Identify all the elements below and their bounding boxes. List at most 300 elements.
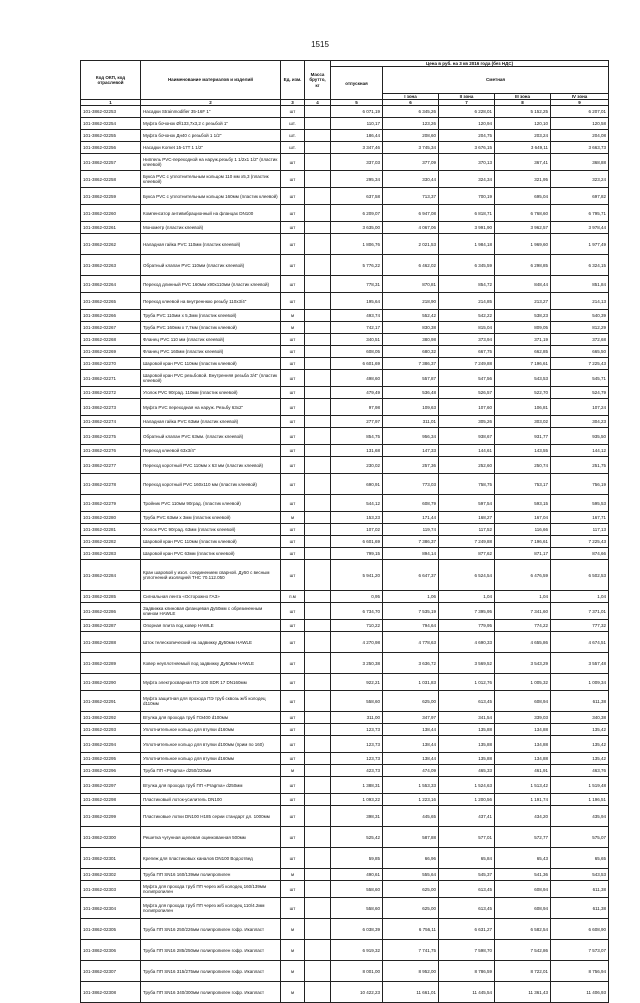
row-price-zone-2: 1 200,56 [439,794,495,806]
row-price-zone-1: 713,37 [383,188,439,205]
row-price-zone-4: 214,13 [551,293,609,310]
row-mass [305,358,331,370]
row-price-release: 107,02 [331,524,383,536]
row-code: 101-3862-02272 [81,387,141,399]
row-mass [305,982,331,1003]
row-name: Крепеж для пластиковых каналов DN100 Водоотвед [141,848,281,869]
row-mass [305,106,331,118]
column-number-1: 1 [81,100,141,106]
header-mass: Масса брутто, кг [305,61,331,100]
row-unit: шт [281,346,305,358]
row-name: Пластиковый лоток-усилитель DN100 [141,794,281,806]
row-price-zone-2: 144,61 [439,445,495,457]
row-mass [305,154,331,171]
row-price-release: 110,17 [331,118,383,130]
row-price-zone-3: 931,77 [495,428,551,445]
row-price-zone-2: 117,52 [439,524,495,536]
row-price-zone-3: 608,94 [495,691,551,712]
row-price-release: 558,60 [331,881,383,898]
table-row [81,399,609,416]
row-price-zone-2: 597,54 [439,495,495,512]
row-name: Букса PVC с уплотнительным кольцом 110 мм x5,3 (пластик клеевой) [141,171,281,188]
column-number-9: 9 [551,100,609,106]
row-name: Шаровой кран PVC 110мм (пластик клеевой) [141,536,281,548]
row-price-zone-4: 167,71 [551,512,609,524]
row-unit: шт [281,794,305,806]
row-price-zone-1: 445,65 [383,806,439,827]
row-mass [305,293,331,310]
row-code: 101-3862-02286 [81,603,141,620]
row-name: Насадки Strainmodifier 35-16F 1" [141,106,281,118]
row-price-zone-4: 851,84 [551,276,609,293]
row-price-zone-1: 4 067,06 [383,222,439,234]
row-name: Шаровой кран PVC резьбовой. Внутренняя резьба 3/4" (пластик клеевой) [141,370,281,387]
row-price-zone-4: 107,24 [551,399,609,416]
table-row [81,674,609,691]
row-price-zone-3: 7 196,61 [495,536,551,548]
price-table [80,60,609,1003]
row-name: Труба ПП SN16 250/226мм полипропилен гофр. Икапласт [141,919,281,940]
row-price-zone-3: 367,41 [495,154,551,171]
row-price-zone-2: 3 569,52 [439,653,495,674]
row-price-zone-4: 1 009,34 [551,674,609,691]
row-mass [305,310,331,322]
row-price-zone-1: 7 741,75 [383,940,439,961]
row-mass [305,712,331,724]
row-mass [305,724,331,736]
row-price-zone-4: 611,38 [551,691,609,712]
row-price-zone-4: 3 557,48 [551,653,609,674]
row-price-zone-1: 7 386,37 [383,358,439,370]
row-price-zone-1: 552,42 [383,310,439,322]
row-price-zone-4: 7 225,43 [551,536,609,548]
row-name: Муфта бочонок Ø/133,7x3,2 с резьбой 1" [141,118,281,130]
row-price-zone-2: 6 631,27 [439,919,495,940]
row-price-zone-2: 370,13 [439,154,495,171]
row-name: Переход клеевой 63x3/4" [141,445,281,457]
row-price-zone-4: 7 371,01 [551,603,609,620]
row-unit: шт. [281,118,305,130]
row-price-zone-4: 524,79 [551,387,609,399]
row-price-release: 5 941,20 [331,560,383,591]
row-price-zone-2: 758,75 [439,474,495,495]
table-row [81,512,609,524]
row-name: Труба PVC 160мм x 7,7мм (пластик клеевой) [141,322,281,334]
row-mass [305,334,331,346]
row-price-release: 544,12 [331,495,383,512]
row-code: 101-3862-02284 [81,560,141,591]
table-row [81,310,609,322]
row-code: 101-3862-02259 [81,188,141,205]
row-code: 101-3862-02261 [81,222,141,234]
row-mass [305,428,331,445]
row-price-zone-4: 463,76 [551,765,609,777]
column-number-6: 6 [383,100,439,106]
row-mass [305,118,331,130]
row-price-zone-1: 625,00 [383,691,439,712]
row-name: Решетка чугунная щелевая оцинкованная 500мм [141,827,281,848]
row-price-zone-2: 214,85 [439,293,495,310]
row-price-zone-4: 6 795,71 [551,205,609,222]
row-code: 101-3862-02255 [81,130,141,142]
row-name: Монометр (пластик клеевой) [141,222,281,234]
table-row [81,387,609,399]
row-price-release: 5 776,22 [331,255,383,276]
row-price-zone-1: 347,97 [383,712,439,724]
row-name: Уплотнительное кольцо для втулки d100мм (прим по 160) [141,736,281,753]
row-mass [305,322,331,334]
row-price-zone-1: 377,09 [383,154,439,171]
row-mass [305,736,331,753]
row-unit: м [281,322,305,334]
table-row [81,591,609,603]
row-price-zone-1: 6 947,08 [383,205,439,222]
row-price-zone-3: 203,24 [495,130,551,142]
row-price-zone-2: 526,57 [439,387,495,399]
row-price-zone-1: 257,36 [383,457,439,474]
row-price-zone-3: 3 543,29 [495,653,551,674]
row-price-release: 778,31 [331,276,383,293]
row-name: Труба ПП SN16 315/275мм полипропилен гофр. Икапласт [141,961,281,982]
row-name: Уголок PVC 90град. 63мм (пластик клеевой) [141,524,281,536]
row-mass [305,130,331,142]
row-unit: шт [281,691,305,712]
row-price-zone-3: 134,88 [495,753,551,765]
row-price-release: 8 001,00 [331,961,383,982]
row-price-zone-1: 1 031,83 [383,674,439,691]
row-price-zone-2: 1 524,63 [439,777,495,794]
row-code: 101-3862-02260 [81,205,141,222]
row-price-zone-4: 144,12 [551,445,609,457]
row-price-zone-1: 6 756,11 [383,919,439,940]
table-row [81,898,609,919]
row-price-zone-1: 830,38 [383,322,439,334]
row-price-zone-3: 608,94 [495,898,551,919]
row-price-zone-4: 812,29 [551,322,609,334]
row-price-zone-1: 147,33 [383,445,439,457]
row-name: Шток телескопический на задвижку Ду50мм HAWLE [141,632,281,653]
row-mass [305,495,331,512]
row-price-zone-2: 542,22 [439,310,495,322]
row-price-zone-4: 117,13 [551,524,609,536]
row-unit: м [281,961,305,982]
row-mass [305,691,331,712]
row-unit: шт [281,495,305,512]
table-row [81,794,609,806]
row-price-zone-3: 608,94 [495,881,551,898]
row-price-zone-2: 877,62 [439,548,495,560]
row-price-zone-3: 134,88 [495,724,551,736]
row-code: 101-3862-02270 [81,358,141,370]
header-code: Код ОКП, код отраслевой [81,61,141,100]
row-unit: м [281,919,305,940]
row-price-zone-1: 773,03 [383,474,439,495]
table-row [81,445,609,457]
row-unit: шт [281,416,305,428]
row-price-zone-3: 871,17 [495,548,551,560]
row-mass [305,234,331,255]
header-price-title: Цена в руб. на 3 кв 2016 года (без НДС) [331,61,609,67]
header-smetnaya: Сметная [383,67,609,93]
row-mass [305,346,331,358]
row-mass [305,142,331,154]
row-unit: шт [281,205,305,222]
row-price-zone-1: 218,90 [383,293,439,310]
row-unit: шт [281,428,305,445]
row-price-zone-4: 595,53 [551,495,609,512]
row-price-zone-3: 6 582,54 [495,919,551,940]
table-row [81,428,609,445]
row-mass [305,848,331,869]
row-mass [305,255,331,276]
row-code: 101-3862-02298 [81,794,141,806]
column-number-7: 7 [439,100,495,106]
row-price-release: 6 038,39 [331,919,383,940]
row-unit: шт [281,632,305,653]
row-code: 101-3862-02268 [81,334,141,346]
row-price-zone-3: 120,10 [495,118,551,130]
table-row [81,881,609,898]
row-price-release: 311,00 [331,712,383,724]
row-price-zone-3: 6 768,60 [495,205,551,222]
table-row [81,118,609,130]
row-price-zone-3: 1 005,32 [495,674,551,691]
row-mass [305,869,331,881]
table-row [81,869,609,881]
row-name: Шаровой кран PVC 63мм (пластик клеевой) [141,548,281,560]
row-code: 101-3862-02269 [81,346,141,358]
row-price-zone-4: 545,71 [551,370,609,387]
row-mass [305,806,331,827]
table-body [81,106,609,1003]
row-price-zone-3: 522,70 [495,387,551,399]
row-code: 101-3862-02308 [81,982,141,1003]
row-code: 101-3862-02292 [81,712,141,724]
row-code: 101-3862-02275 [81,428,141,445]
row-price-zone-4: 6 207,01 [551,106,609,118]
row-price-release: 6 919,32 [331,940,383,961]
row-price-zone-3: 3 649,11 [495,142,551,154]
row-price-zone-3: 7 341,60 [495,603,551,620]
row-name: Труба PVC 63мм x 3мм (пластик клеевой) [141,512,281,524]
row-price-zone-1: 474,09 [383,765,439,777]
row-price-zone-1: 6 647,37 [383,560,439,591]
row-unit: шт [281,524,305,536]
row-price-zone-3: 1 969,60 [495,234,551,255]
row-unit: м [281,982,305,1003]
row-price-zone-2: 324,34 [439,171,495,188]
row-price-zone-2: 107,60 [439,399,495,416]
table-row [81,548,609,560]
row-unit: шт [281,234,305,255]
row-price-zone-4: 65,65 [551,848,609,869]
row-price-zone-1: 4 778,63 [383,632,439,653]
row-unit: шт [281,457,305,474]
row-price-release: 97,98 [331,399,383,416]
row-price-release: 123,73 [331,724,383,736]
row-code: 101-3862-02288 [81,632,141,653]
row-price-zone-1: 330,44 [383,171,439,188]
row-unit: шт [281,724,305,736]
row-price-zone-3: 3 962,57 [495,222,551,234]
row-price-release: 186,44 [331,130,383,142]
row-price-zone-2: 135,88 [439,736,495,753]
row-price-zone-4: 435,94 [551,806,609,827]
row-name: Уплотнительное кольцо для втулки d160мм [141,753,281,765]
row-price-zone-1: 557,87 [383,370,439,387]
row-price-release: 558,60 [331,691,383,712]
row-code: 101-3862-02277 [81,457,141,474]
row-unit: шт [281,653,305,674]
table-row [81,474,609,495]
row-price-zone-4: 11 406,93 [551,982,609,1003]
row-code: 101-3862-02285 [81,591,141,603]
table-row [81,205,609,222]
row-mass [305,827,331,848]
row-mass [305,653,331,674]
row-price-zone-3: 6 298,85 [495,255,551,276]
row-price-release: 398,31 [331,806,383,827]
row-price-zone-1: 625,00 [383,881,439,898]
table-row [81,130,609,142]
table-row [81,495,609,512]
row-price-release: 6 601,69 [331,536,383,548]
row-price-zone-1: 123,26 [383,118,439,130]
row-price-zone-4: 543,53 [551,869,609,881]
row-name: Букса PVC с уплотнительным кольцом 160мм (пластик клеевой) [141,188,281,205]
row-unit: шт [281,848,305,869]
row-price-zone-4: 304,23 [551,416,609,428]
row-name: Втулка для прохода труб ПП «Pragma» d250мм [141,777,281,794]
row-unit: шт [281,777,305,794]
row-price-release: 4 270,98 [331,632,383,653]
table-row [81,370,609,387]
table-row [81,171,609,188]
row-price-zone-2: 437,41 [439,806,495,827]
table-row [81,653,609,674]
row-code: 101-3862-02276 [81,445,141,457]
row-unit: шт [281,334,305,346]
table-row [81,765,609,777]
table-row [81,255,609,276]
row-unit: шт [281,255,305,276]
row-unit: шт [281,736,305,753]
row-name: Труба ПП SN16 160/139мм полипропилен [141,869,281,881]
row-price-zone-1: 1,06 [383,591,439,603]
row-price-release: 230,02 [331,457,383,474]
row-unit: шт [281,445,305,457]
row-unit: шт [281,674,305,691]
row-price-zone-3: 339,03 [495,712,551,724]
row-price-zone-2: 65,84 [439,848,495,869]
row-price-zone-1: 3 745,34 [383,142,439,154]
row-price-zone-3: 8 722,01 [495,961,551,982]
table-row [81,560,609,591]
row-price-zone-1: 587,88 [383,827,439,848]
row-price-release: 690,91 [331,474,383,495]
row-price-zone-4: 575,07 [551,827,609,848]
row-name: Фланец PVC 160мм (пластик клеевой) [141,346,281,358]
row-price-zone-3: 753,17 [495,474,551,495]
row-unit: шт [281,474,305,495]
row-price-zone-3: 106,81 [495,399,551,416]
row-code: 101-3862-02271 [81,370,141,387]
row-price-zone-2: 8 786,59 [439,961,495,982]
row-price-zone-3: 809,05 [495,322,551,334]
row-price-zone-4: 6 324,15 [551,255,609,276]
row-unit: шт [281,358,305,370]
row-price-zone-2: 135,88 [439,724,495,736]
row-code: 101-3862-02287 [81,620,141,632]
row-price-zone-1: 680,32 [383,346,439,358]
row-code: 101-3862-02253 [81,106,141,118]
table-row [81,416,609,428]
row-code: 101-3862-02302 [81,869,141,881]
row-price-release: 1 093,22 [331,794,383,806]
row-mass [305,548,331,560]
row-price-zone-2: 7 249,88 [439,536,495,548]
table-row [81,276,609,293]
row-mass [305,399,331,416]
row-code: 101-3862-02289 [81,653,141,674]
row-price-zone-2: 6 228,01 [439,106,495,118]
row-mass [305,940,331,961]
row-name: Переход клеевой на внутреннюю резьбу 110x3/4" [141,293,281,310]
row-code: 101-3862-02294 [81,736,141,753]
row-name: Труба ПП SN16 285/250мм полипропилен гофр. Икапласт [141,940,281,961]
row-price-zone-2: 577,01 [439,827,495,848]
row-price-zone-3: 662,85 [495,346,551,358]
row-unit: шт [281,222,305,234]
table-row [81,777,609,794]
table-row [81,524,609,536]
row-name: Кран шаровой у изол. соединением сварной. Ду50 с весным уплотнений изоляцией ТНС 70.112.050 [141,560,281,591]
row-mass [305,919,331,940]
row-price-release: 922,21 [331,674,383,691]
row-price-zone-2: 547,56 [439,370,495,387]
row-price-release: 131,68 [331,445,383,457]
row-unit: шт [281,106,305,118]
row-price-release: 854,75 [331,428,383,445]
row-mass [305,753,331,765]
row-price-release: 6 209,07 [331,205,383,222]
row-code: 101-3862-02280 [81,512,141,524]
row-code: 101-3862-02296 [81,765,141,777]
row-price-zone-2: 779,95 [439,620,495,632]
row-price-release: 0,95 [331,591,383,603]
row-name: Муфта бочонок Дн40 с резьбой 1 1/2" [141,130,281,142]
row-name: Труба ПП SN16 340/300мм полипропилен гофр. Икапласт [141,982,281,1003]
row-price-release: 6 601,69 [331,358,383,370]
row-price-zone-3: 774,22 [495,620,551,632]
row-price-zone-2: 613,45 [439,881,495,898]
row-mass [305,765,331,777]
row-mass [305,370,331,387]
row-price-zone-2: 7 395,95 [439,603,495,620]
row-price-zone-4: 135,42 [551,724,609,736]
row-mass [305,881,331,898]
row-price-zone-4: 7 225,43 [551,358,609,370]
row-price-release: 6 734,70 [331,603,383,620]
table-row [81,334,609,346]
row-code: 101-3862-02273 [81,399,141,416]
row-price-zone-2: 305,26 [439,416,495,428]
row-price-zone-3: 7 196,61 [495,358,551,370]
row-price-zone-2: 545,37 [439,869,495,881]
table-row [81,603,609,620]
row-price-zone-1: 1 223,16 [383,794,439,806]
column-number-5: 5 [331,100,383,106]
